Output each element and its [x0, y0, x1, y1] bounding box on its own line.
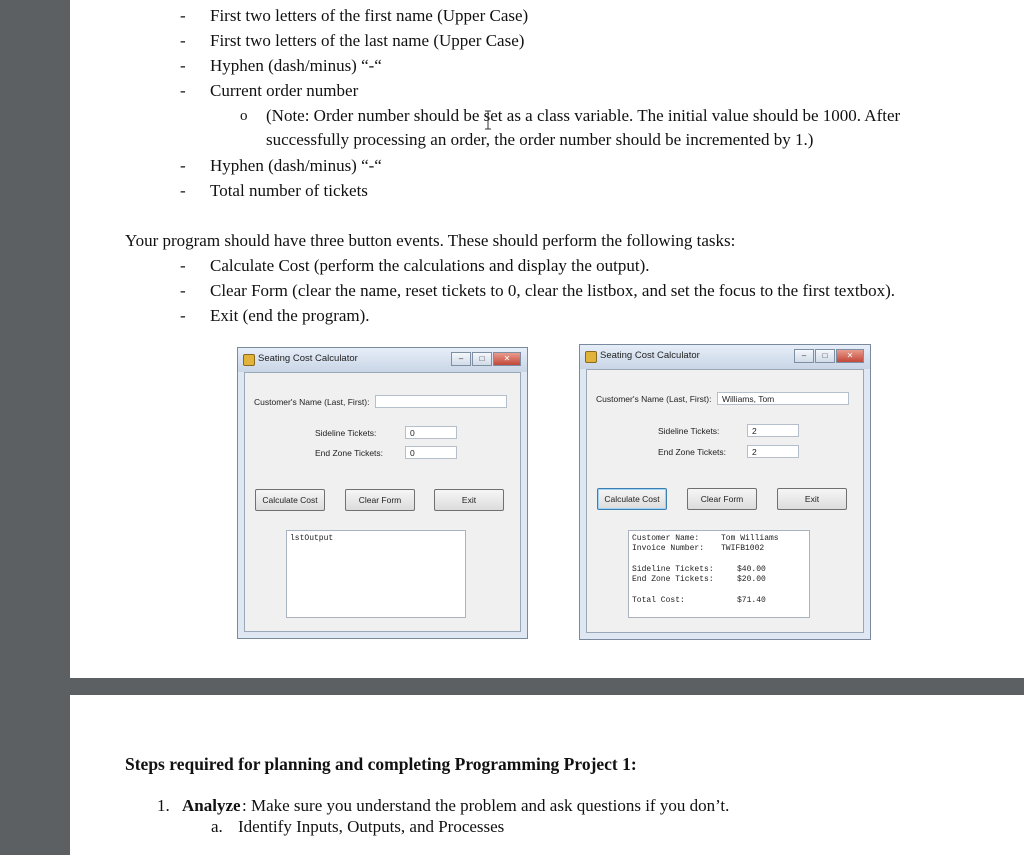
button-events-intro: Your program should have three button events. These should perform the following tasks: — [125, 231, 736, 250]
task-item: Calculate Cost (perform the calculations and display the output). — [210, 256, 650, 275]
window-controls — [450, 352, 521, 366]
customer-name-label: Customer's Name (Last, First): — [254, 397, 370, 407]
document-page-2 — [70, 695, 1024, 855]
endzone-label: End Zone Tickets: — [658, 447, 727, 457]
window-title: Seating Cost Calculator — [600, 350, 700, 361]
calculate-cost-button[interactable]: Calculate Cost — [597, 488, 667, 510]
list-item: Hyphen (dash/minus) “-“ — [210, 56, 382, 75]
substep-letter: a. — [211, 817, 223, 836]
app-icon — [243, 354, 255, 366]
sideline-label: Sideline Tickets: — [315, 428, 377, 438]
list-dash: - — [180, 31, 186, 50]
exit-button[interactable]: Exit — [434, 489, 504, 511]
output-listbox[interactable] — [628, 530, 810, 618]
list-dash: - — [180, 281, 186, 300]
list-dash: - — [180, 256, 186, 275]
output-endzone-value: $20.00 — [737, 575, 766, 584]
sideline-input[interactable]: 0 — [405, 426, 457, 439]
calculate-cost-button[interactable]: Calculate Cost — [255, 489, 325, 511]
clear-form-button[interactable]: Clear Form — [687, 488, 757, 510]
minimize-icon[interactable]: – — [794, 349, 814, 363]
output-total-label: Total Cost: — [632, 596, 685, 605]
sideline-label: Sideline Tickets: — [658, 426, 720, 436]
substep-text: Identify Inputs, Outputs, and Processes — [238, 817, 505, 836]
task-item: Clear Form (clear the name, reset tickets to 0, clear the listbox, and set the focus to the first textbox). — [210, 281, 895, 300]
close-icon[interactable]: ✕ — [493, 352, 521, 366]
clear-form-button[interactable]: Clear Form — [345, 489, 415, 511]
list-dash: - — [180, 6, 186, 25]
list-dash: - — [180, 81, 186, 100]
app-icon — [585, 351, 597, 363]
endzone-input[interactable]: 2 — [747, 445, 799, 458]
output-customer-name-label: Customer Name: — [632, 534, 700, 543]
window-title: Seating Cost Calculator — [258, 353, 358, 364]
seating-calculator-window-empty — [237, 347, 528, 639]
list-item: Total number of tickets — [210, 181, 368, 200]
list-dash: - — [180, 56, 186, 75]
output-invoice-value: TWIFB1002 — [721, 544, 765, 553]
form-client-area — [586, 369, 864, 633]
title-bar — [580, 345, 870, 369]
task-item: Exit (end the program). — [210, 306, 370, 325]
steps-heading: Steps required for planning and completing Programming Project 1: — [125, 754, 637, 774]
note-line-2: successfully processing an order, the order number should be incremented by 1.) — [266, 130, 814, 149]
output-total-value: $71.40 — [737, 596, 766, 605]
list-item: First two letters of the last name (Upper Case) — [210, 31, 525, 50]
close-icon[interactable]: ✕ — [836, 349, 864, 363]
output-customer-name-value: Tom Williams — [721, 534, 779, 543]
form-client-area — [244, 372, 521, 632]
list-dash: - — [180, 306, 186, 325]
minimize-icon[interactable]: – — [451, 352, 471, 366]
text-cursor-icon — [484, 110, 492, 130]
title-bar — [238, 348, 527, 372]
list-item: Hyphen (dash/minus) “-“ — [210, 156, 382, 175]
window-controls — [793, 349, 864, 363]
note-line-1: (Note: Order number should be set as a class variable. The initial value should be 1000. After — [266, 106, 901, 125]
list-item: Current order number — [210, 81, 359, 100]
step-description: : Make sure you understand the problem and ask questions if you don’t. — [242, 796, 730, 815]
endzone-input[interactable]: 0 — [405, 446, 457, 459]
output-invoice-label: Invoice Number: — [632, 544, 705, 553]
list-dash: - — [180, 156, 186, 175]
maximize-icon[interactable]: □ — [472, 352, 492, 366]
customer-name-input[interactable]: Williams, Tom — [717, 392, 849, 405]
output-endzone-label: End Zone Tickets: — [632, 575, 714, 584]
output-listbox[interactable] — [286, 530, 466, 618]
maximize-icon[interactable]: □ — [815, 349, 835, 363]
output-sideline-label: Sideline Tickets: — [632, 565, 714, 574]
sub-bullet: o — [240, 108, 248, 124]
list-dash: - — [180, 181, 186, 200]
endzone-label: End Zone Tickets: — [315, 448, 384, 458]
customer-name-label: Customer's Name (Last, First): — [596, 394, 712, 404]
step-number: 1. — [157, 796, 170, 815]
seating-calculator-window-filled — [579, 344, 871, 640]
list-item: First two letters of the first name (Upper Case) — [210, 6, 529, 25]
document-page-1 — [70, 0, 1024, 678]
customer-name-input[interactable] — [375, 395, 507, 408]
sideline-input[interactable]: 2 — [747, 424, 799, 437]
listbox-name: lstOutput — [290, 534, 334, 543]
exit-button[interactable]: Exit — [777, 488, 847, 510]
step-title: Analyze — [182, 796, 241, 815]
output-sideline-value: $40.00 — [737, 565, 766, 574]
